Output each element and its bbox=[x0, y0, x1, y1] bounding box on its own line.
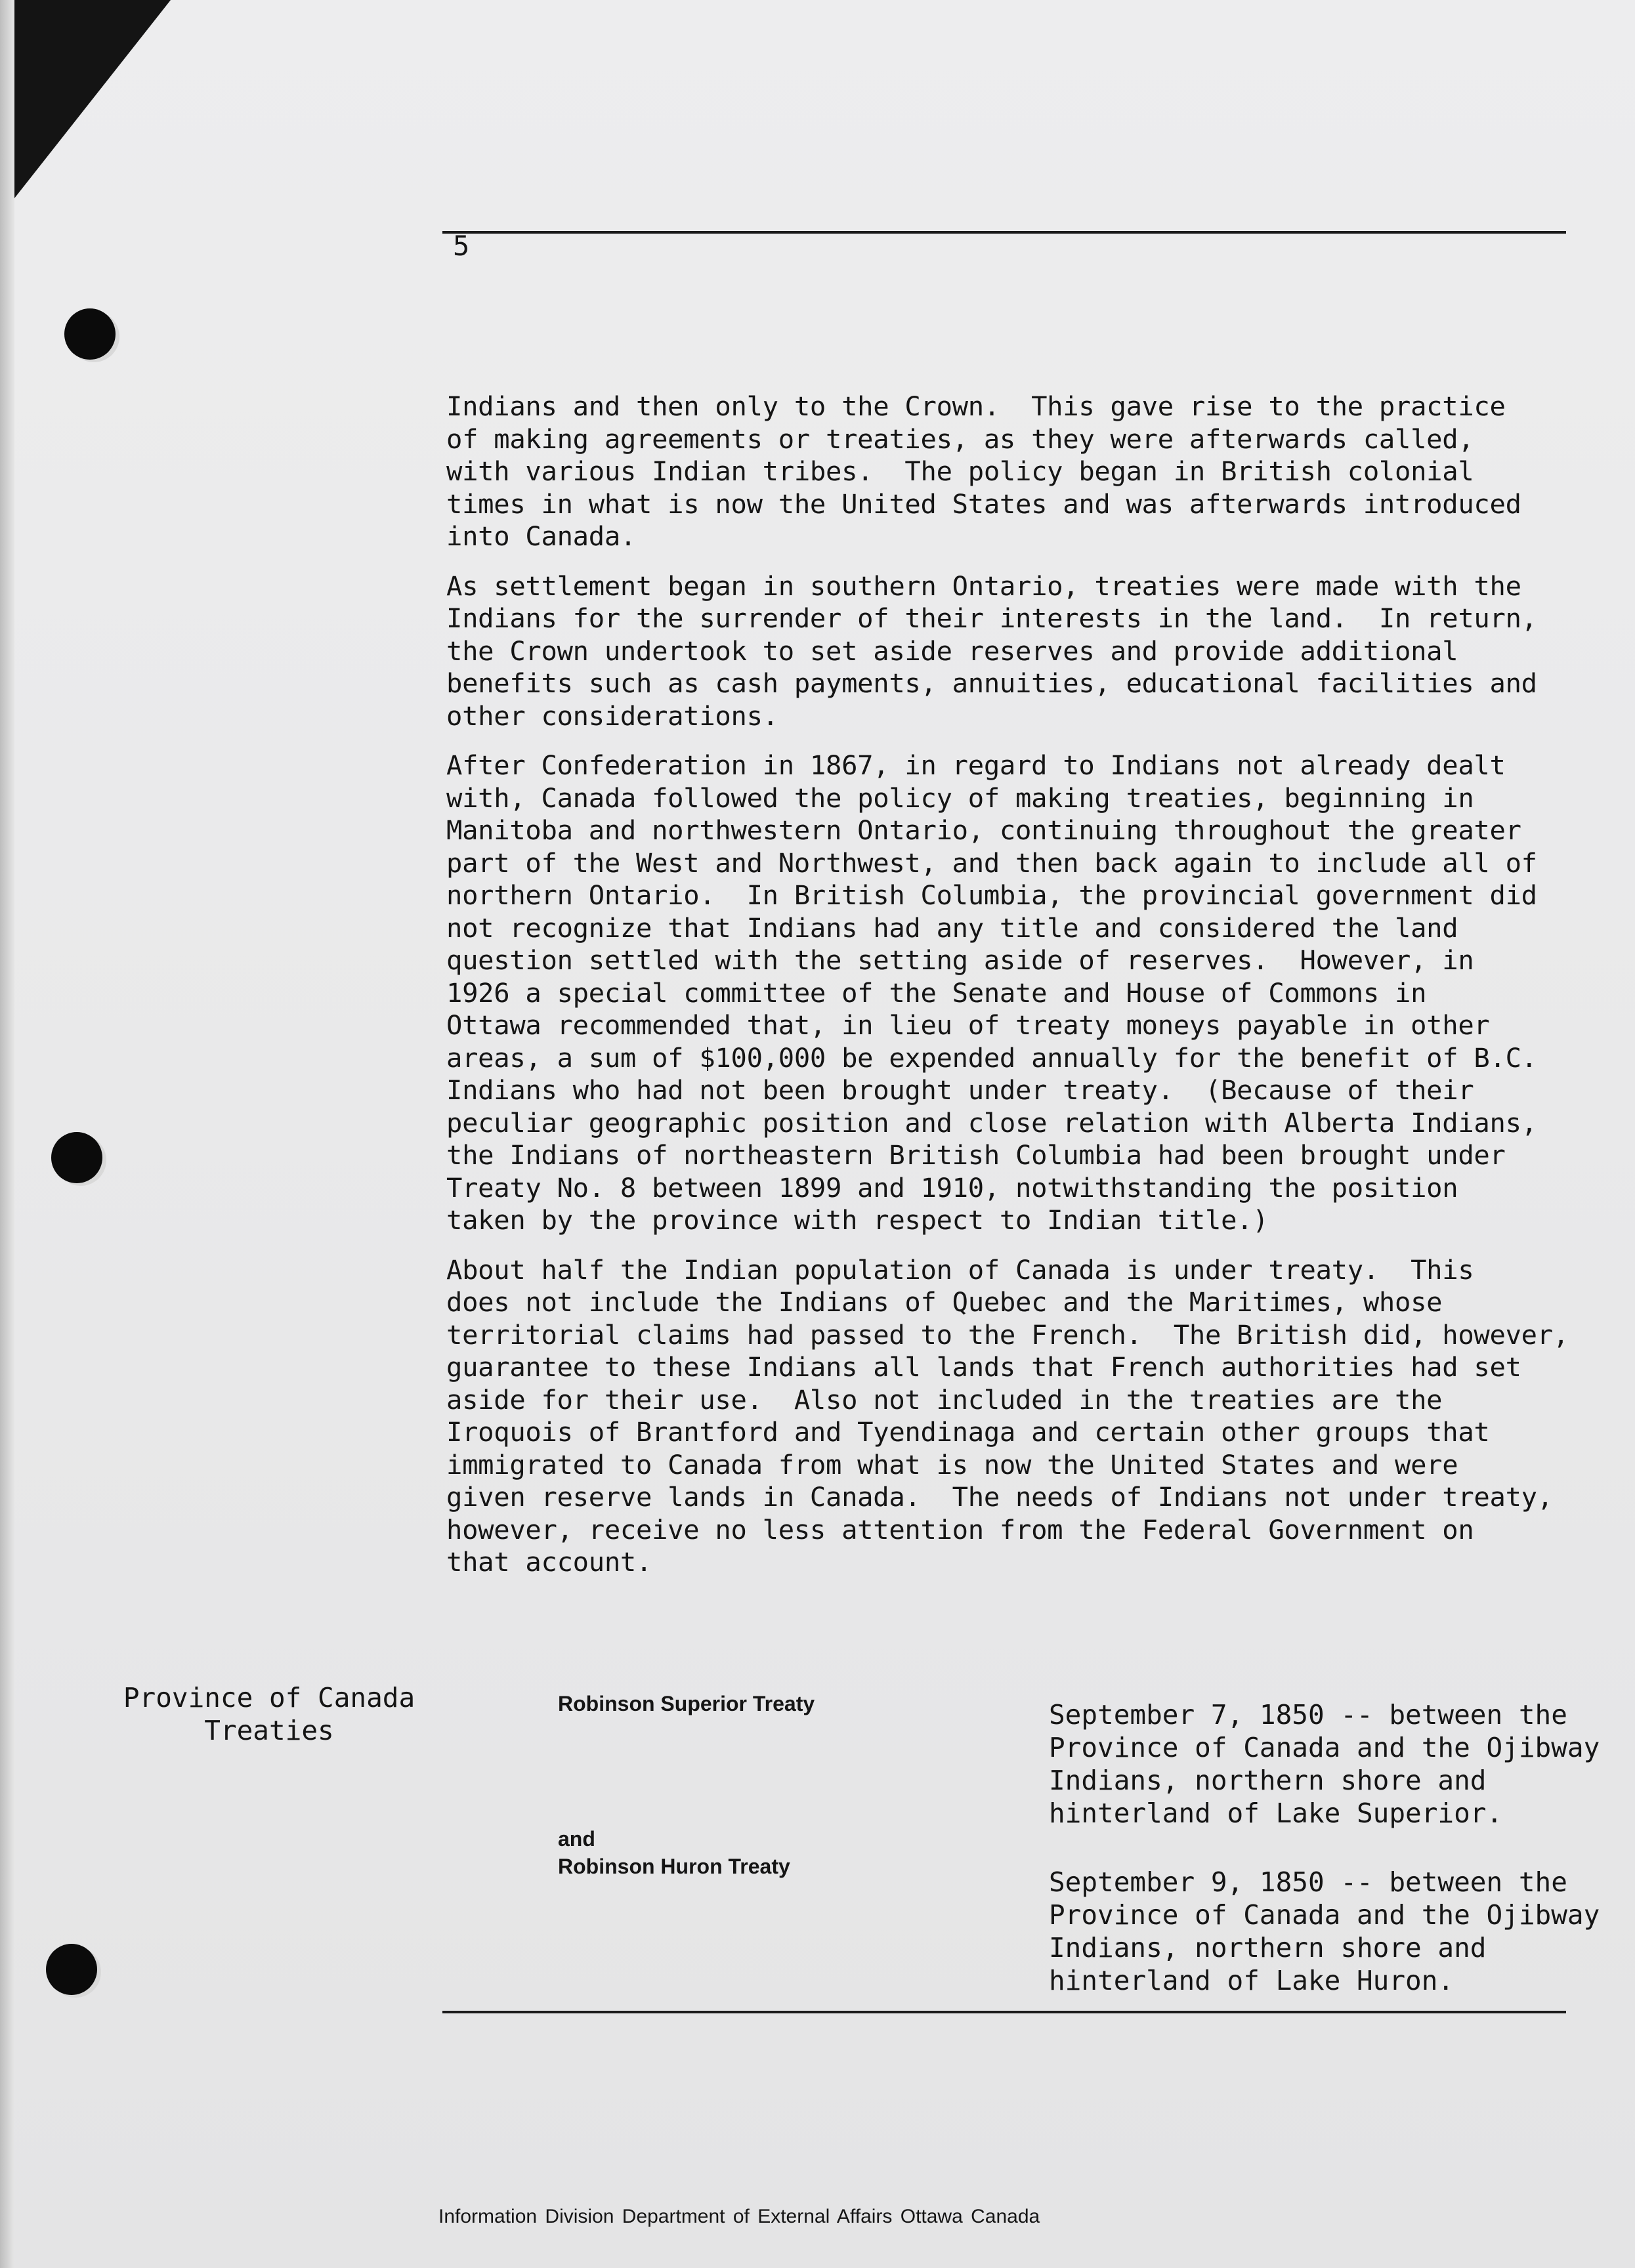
body-text bbox=[446, 390, 1602, 1596]
section-label-line2: Treaties bbox=[204, 1715, 334, 1746]
section-label bbox=[98, 1681, 440, 1747]
footer: Information Division Department of External Affairs Ottawa Canada bbox=[438, 2206, 1040, 2227]
treaty-desc-huron: September 9, 1850 -- between the Province of Canada and the Ojibway Indians, northern shore and hinterland of Lake Huron. bbox=[1049, 1866, 1600, 1996]
section-label-line1: Province of Canada bbox=[123, 1682, 415, 1713]
paragraph-2: As settlement began in southern Ontario, treaties were made with the Indians for the surrender of their interests in the land. In return, the Crown undertook to set aside reserves and provide additional benefits such as cash payments, annuities, educational facilities and other considerations. bbox=[446, 570, 1537, 732]
punch-hole-bottom bbox=[46, 1944, 97, 1995]
treaty-join-and: and bbox=[558, 1827, 595, 1851]
page-number: 5 bbox=[453, 230, 470, 262]
bottom-rule bbox=[442, 2011, 1566, 2013]
treaty-name-huron: Robinson Huron Treaty bbox=[558, 1855, 790, 1878]
paragraph-4: About half the Indian population of Canada is under treaty. This does not include the Indians of Quebec and the Maritimes, whose territorial claims had passed to the French. The British did, however, guarantee to these Indians all lands that French authorities had set aside for their use. Also not included in the treaties are the Iroquois of Brantford and Tyendinaga and certain other groups that immigrated to Canada from what is now the United States and were given reserve lands in Canada. The needs of Indians not under treaty, however, receive no less attention from the Federal Government on that account. bbox=[446, 1253, 1569, 1578]
page-left-edge bbox=[0, 0, 14, 2268]
punch-hole-top bbox=[64, 308, 116, 360]
treaty-desc-superior: September 7, 1850 -- between the Province of Canada and the Ojibway Indians, northern shore and hinterland of Lake Superior. bbox=[1049, 1699, 1600, 1829]
treaty-name-superior: Robinson Superior Treaty bbox=[558, 1692, 815, 1715]
top-rule bbox=[442, 231, 1566, 234]
paragraph-1: Indians and then only to the Crown. This gave rise to the practice of making agreements or treaties, as they were afterwards called, with various Indian tribes. The policy began in British colonial times in what is now the United States and was afterwards introduced into Canada. bbox=[446, 390, 1521, 552]
scan-background-corner bbox=[0, 0, 171, 217]
punch-hole-middle bbox=[51, 1132, 102, 1183]
paragraph-3: After Confederation in 1867, in regard to Indians not already dealt with, Canada followed the policy of making treaties, beginning in Manitoba and northwestern Ontario, continuing throughout the greater part of the West and Northwest, and then back again to include all of northern Ontario. In British Columbia, the provincial government did not recognize that Indians had any title and considered the land question settled with the setting aside of reserves. However, in 1926 a special committee of the Senate and House of Commons in Ottawa recommended that, in lieu of treaty moneys payable in other areas, a sum of $100,000 be expended annually for the benefit of B.C. Indians who had not been brought under treaty. (Because of their peculiar geographic position and close relation with Alberta Indians, the Indians of northeastern British Columbia had been brought under Treaty No. 8 between 1899 and 1910, notwithstanding the position taken by the province with respect to Indian title.) bbox=[446, 749, 1537, 1236]
